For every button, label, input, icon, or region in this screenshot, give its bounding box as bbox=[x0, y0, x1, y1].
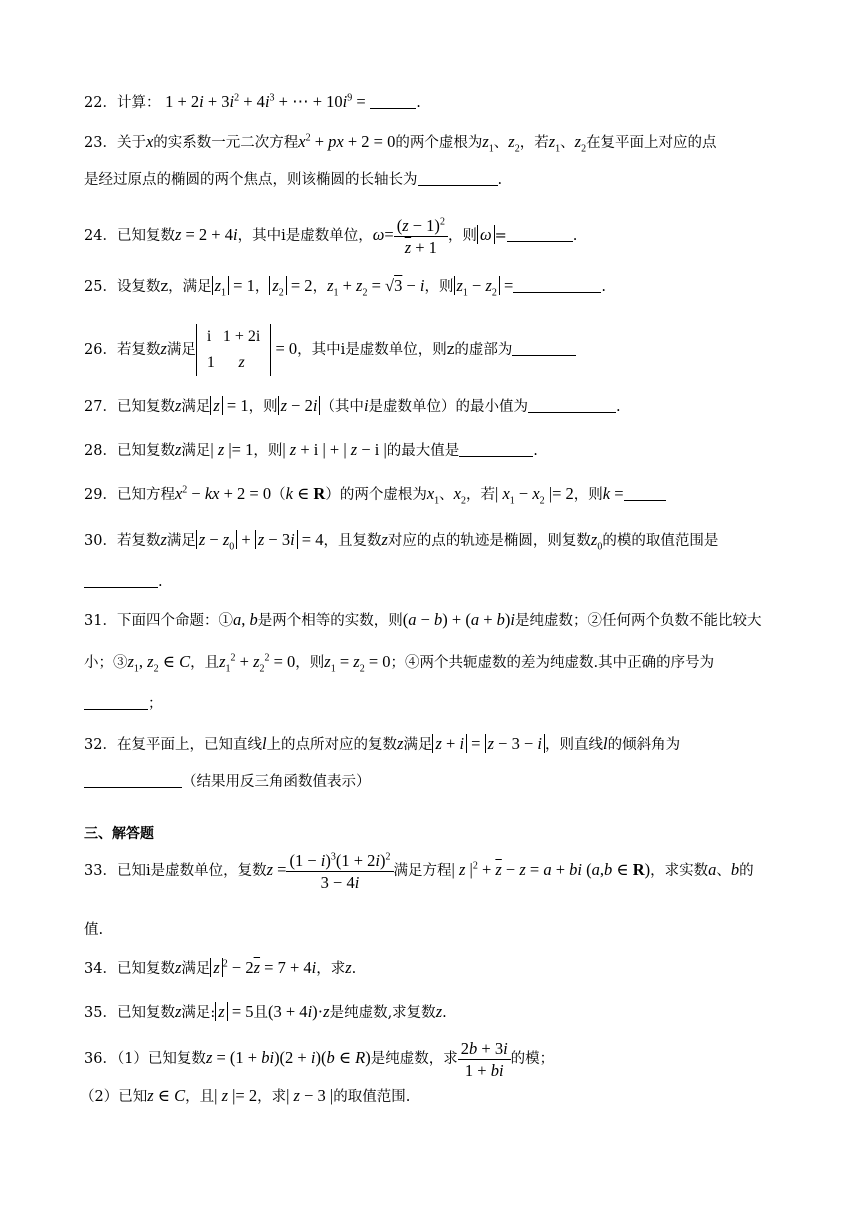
math-expression: ω bbox=[477, 225, 495, 244]
text: 、 bbox=[716, 863, 731, 879]
question-35 bbox=[84, 1002, 800, 1023]
answer-blank[interactable] bbox=[512, 341, 576, 356]
text: 满足方程 bbox=[393, 863, 452, 879]
text: ，求 bbox=[257, 1089, 287, 1105]
math-var: l bbox=[603, 734, 608, 753]
text: 满足: bbox=[181, 1005, 216, 1021]
math-expression: = 0 bbox=[271, 339, 298, 358]
text: . bbox=[442, 1005, 447, 1021]
math-expression: $z_1 = z_2 = 0$ bbox=[324, 652, 391, 675]
question-number: 32． bbox=[84, 737, 117, 753]
math-var: z bbox=[174, 1002, 182, 1021]
math-expression: | z + i | + | z − i | bbox=[282, 440, 387, 459]
text: 是经过原点的椭圆的两个焦点，则该椭圆的长轴长为 bbox=[84, 172, 418, 188]
math-var: $z_1$ bbox=[482, 132, 494, 155]
text: . bbox=[351, 961, 357, 977]
question-number: 36． bbox=[84, 1051, 117, 1067]
text: （1）已知复数 bbox=[116, 1051, 206, 1067]
text: （ bbox=[271, 487, 286, 503]
math-var: $z_0$ bbox=[590, 530, 603, 553]
answer-blank[interactable] bbox=[507, 227, 573, 242]
fraction: $\frac{2b + 3i}{1 + bi}$ bbox=[458, 1038, 511, 1081]
text: 、 bbox=[493, 135, 509, 151]
answer-blank[interactable] bbox=[513, 278, 601, 293]
question-number: 25． bbox=[84, 279, 117, 295]
answer-blank[interactable] bbox=[418, 171, 498, 186]
math-expression: $z_1 = 1$ bbox=[212, 276, 255, 295]
question-24 bbox=[84, 214, 800, 256]
math-expression: $x^2$ − kx + 2 = 0 bbox=[174, 484, 272, 503]
question-30 bbox=[84, 530, 800, 551]
math-expression: z = 1 bbox=[210, 396, 248, 415]
math-expression: $z - z_0 + z - 3i = 4$ bbox=[196, 530, 324, 549]
text: 在复平面上对应的点 bbox=[586, 135, 717, 151]
question-number: 29． bbox=[84, 487, 117, 503]
question-22 bbox=[84, 92, 800, 113]
text: 已知i是虚数单位，复数 bbox=[116, 863, 267, 879]
math-expression: z = (1 + bi)(2 + i)(b ∈ R) bbox=[205, 1048, 371, 1067]
text: 是虚数单位）的最小值为 bbox=[368, 399, 529, 415]
math-var: z bbox=[345, 958, 352, 977]
answer-blank[interactable] bbox=[370, 94, 416, 109]
text: 已知复数 bbox=[116, 228, 175, 244]
math-var: $z_2$ bbox=[574, 132, 587, 155]
determinant: i 1 + 2i 1 z bbox=[196, 324, 271, 376]
math-expression: $z_1 - z_2$ = bbox=[454, 276, 514, 295]
question-number: 28． bbox=[84, 443, 117, 459]
text: 的模的取值范围是 bbox=[602, 533, 719, 549]
text: 的取值范围. bbox=[333, 1089, 411, 1105]
text: 设复数z，满足 bbox=[116, 279, 212, 295]
text: 的实系数一元二次方程 bbox=[153, 135, 299, 151]
text: ，若 bbox=[519, 135, 549, 151]
text: 在复平面上，已知直线 bbox=[116, 737, 262, 753]
answer-blank[interactable] bbox=[84, 695, 148, 710]
text: . bbox=[533, 443, 538, 459]
text: ，且 bbox=[190, 655, 220, 671]
text: 若复数 bbox=[116, 342, 161, 358]
text: 的倾斜角为 bbox=[607, 737, 681, 753]
text: 满足 bbox=[166, 533, 196, 549]
text: 关于 bbox=[116, 135, 146, 151]
question-number: 35． bbox=[84, 1005, 117, 1021]
fraction: $\frac{(1 - i)^3(1 + 2i)^2}{3 - 4i}$ bbox=[286, 850, 393, 893]
math-expression: z $^2 - 2\overline{z} = 7 + 4i$ bbox=[210, 958, 316, 977]
text: ，求实数 bbox=[650, 863, 709, 879]
answer-blank[interactable] bbox=[528, 398, 616, 413]
text: ；④两个共轭虚数的差为纯虚数.其中正确的序号为 bbox=[390, 655, 715, 671]
text: 且 bbox=[253, 1005, 268, 1021]
math-expression: z = 5 bbox=[215, 1002, 253, 1021]
math-var: $z_1$ bbox=[548, 132, 561, 155]
text: ，且 bbox=[185, 1089, 215, 1105]
text: 是纯虚数，求 bbox=[370, 1051, 458, 1067]
text: 值. bbox=[84, 922, 104, 938]
text: （结果用反三角函数值表示） bbox=[182, 774, 371, 790]
question-number: 24． bbox=[84, 228, 117, 244]
math-var: a bbox=[708, 860, 717, 879]
text: 已知复数 bbox=[116, 443, 175, 459]
text: ， bbox=[254, 279, 270, 295]
text: ； bbox=[148, 696, 163, 712]
question-27 bbox=[84, 396, 800, 417]
text: . bbox=[601, 279, 606, 295]
math-expression: z + i = z − 3 − i bbox=[432, 734, 545, 753]
text: ，则 bbox=[447, 228, 477, 244]
math-var: $x_1$ bbox=[426, 484, 440, 507]
math-expression: $z_1 + z_2 = √3 - i$ bbox=[327, 276, 425, 299]
math-expression: | z |= 1 bbox=[210, 440, 254, 459]
math-var: i bbox=[363, 396, 369, 415]
math-var: z bbox=[160, 530, 167, 549]
question-32-line2 bbox=[84, 772, 800, 792]
text: （2）已知 bbox=[80, 1089, 148, 1105]
text: 已知复数 bbox=[116, 1005, 175, 1021]
question-number: 22． bbox=[84, 95, 117, 111]
question-number: 31． bbox=[84, 613, 117, 629]
text: 是两个相等的实数，则 bbox=[257, 613, 403, 629]
text: 已知复数 bbox=[116, 399, 175, 415]
text: （其中 bbox=[320, 399, 364, 415]
math-expression: k ∈ R bbox=[285, 484, 326, 503]
text: ，其中i是虚数单位，则z的虚部为 bbox=[297, 342, 513, 358]
text: . bbox=[158, 574, 163, 590]
math-var: l bbox=[261, 734, 267, 753]
text: 计算： bbox=[116, 95, 161, 111]
text: 、 bbox=[560, 135, 575, 151]
fraction: $\frac{(z - 1)^2}{\overline{z} + 1}$ bbox=[394, 215, 448, 258]
math-expression: | z $|^2 + \overline{z} - z = a$ + bi (a,b ∈ R) bbox=[451, 860, 651, 879]
text: 已知复数 bbox=[116, 961, 175, 977]
text: 的最大值是 bbox=[386, 443, 460, 459]
text: 小；③ bbox=[84, 655, 128, 671]
question-36-line2 bbox=[80, 1086, 800, 1107]
math-var: z bbox=[397, 734, 404, 753]
text: ，则直线 bbox=[545, 737, 603, 753]
text: . bbox=[497, 172, 503, 188]
text: 满足 bbox=[181, 443, 211, 459]
text: ，则 bbox=[248, 399, 278, 415]
text: 满足 bbox=[181, 399, 211, 415]
math-expression: | z − 3 | bbox=[286, 1086, 334, 1105]
answer-blank[interactable] bbox=[624, 486, 666, 501]
answer-blank[interactable] bbox=[84, 773, 182, 788]
math-expression: | z |= 2 bbox=[214, 1086, 258, 1105]
text: 满足 bbox=[166, 342, 196, 358]
math-expression: z − 2i bbox=[278, 396, 321, 415]
text: 若复数 bbox=[116, 533, 161, 549]
text: 是纯虚数；②任何两个负数不能比较大 bbox=[514, 613, 762, 629]
text: 满足 bbox=[181, 961, 211, 977]
math-var: z bbox=[174, 396, 182, 415]
question-number: 26． bbox=[84, 342, 117, 358]
text: . bbox=[416, 95, 421, 111]
text: 是纯虚数,求复数 bbox=[329, 1005, 436, 1021]
math-expression: ω= bbox=[372, 225, 394, 244]
math-expression: $z_1$, $z_2$ ∈ C bbox=[127, 652, 191, 675]
text: ，若 bbox=[466, 487, 495, 503]
text: ，则 bbox=[253, 443, 283, 459]
math-expression: z = 2 + 4i bbox=[174, 225, 238, 244]
math-expression: $1 + 2i + 3i^2 + 4i^3$ + ⋯ + $10i^9$ = bbox=[165, 92, 366, 111]
text: ，求 bbox=[316, 961, 346, 977]
math-expression: | $x_1 - x_2$ |= 2 bbox=[495, 484, 574, 507]
math-expression: z = bbox=[266, 860, 287, 879]
question-28 bbox=[84, 440, 800, 461]
math-expression: (3 + 4i)·z bbox=[268, 1002, 330, 1021]
question-31 bbox=[84, 610, 800, 631]
text: ，则 bbox=[295, 655, 325, 671]
math-var: $x_2$ bbox=[453, 484, 466, 507]
question-29 bbox=[84, 484, 800, 505]
question-number: 27． bbox=[84, 399, 117, 415]
text: ，则 bbox=[424, 279, 454, 295]
question-number: 34． bbox=[84, 961, 117, 977]
math-var: z bbox=[160, 339, 167, 358]
math-var: $z_2$ bbox=[508, 132, 520, 155]
math-expression: $z_2 = 2$ bbox=[269, 276, 312, 295]
question-33-line2 bbox=[84, 920, 800, 940]
question-34 bbox=[84, 958, 800, 979]
question-32 bbox=[84, 734, 800, 755]
math-expression: $x^2$ + px + 2 = 0 bbox=[298, 132, 396, 151]
question-number: 23． bbox=[84, 135, 117, 151]
text: ， bbox=[312, 279, 328, 295]
text: 对应的点的轨迹是椭圆，则复数 bbox=[387, 533, 591, 549]
text: ，其中i是虚数单位， bbox=[237, 228, 373, 244]
text: . bbox=[572, 228, 578, 244]
math-expression: k = bbox=[602, 484, 624, 503]
question-25 bbox=[84, 276, 800, 297]
text: 下面四个命题：① bbox=[116, 613, 233, 629]
question-26 bbox=[84, 322, 800, 376]
question-23 bbox=[84, 132, 800, 153]
text: ）的两个虚根为 bbox=[325, 487, 427, 503]
text: . bbox=[616, 399, 621, 415]
math-var: b bbox=[730, 860, 740, 879]
math-var: x bbox=[145, 132, 154, 151]
question-36 bbox=[84, 1034, 800, 1082]
section-heading: 三、解答题 bbox=[84, 826, 154, 842]
math-var: z bbox=[174, 440, 182, 459]
text: 已知方程 bbox=[116, 487, 175, 503]
answer-blank[interactable] bbox=[84, 573, 158, 588]
text: 的模； bbox=[510, 1051, 555, 1067]
math-expression: a, b bbox=[232, 610, 258, 629]
math-expression: (a − b) + (a + b)i bbox=[402, 610, 515, 629]
math-var: z bbox=[174, 958, 182, 977]
question-23-line2 bbox=[84, 170, 800, 190]
text: 、 bbox=[439, 487, 454, 503]
question-number: 33． bbox=[84, 863, 117, 879]
question-31-line3 bbox=[84, 694, 800, 714]
question-31-line2 bbox=[84, 652, 800, 673]
math-var: z bbox=[435, 1002, 443, 1021]
text: ，且复数 bbox=[323, 533, 382, 549]
question-33 bbox=[84, 846, 800, 894]
math-expression: z ∈ C bbox=[147, 1086, 186, 1105]
text: 上的点所对应的复数 bbox=[266, 737, 398, 753]
answer-blank[interactable] bbox=[459, 442, 533, 457]
text: 的 bbox=[739, 863, 754, 879]
text: 的两个虚根为 bbox=[395, 135, 483, 151]
question-30-line2 bbox=[84, 572, 800, 592]
question-number: 30． bbox=[84, 533, 117, 549]
math-expression: $z_1^2 + z_2^2 = 0$ bbox=[219, 652, 296, 675]
text: ，则 bbox=[573, 487, 603, 503]
math-var: z bbox=[381, 530, 388, 549]
text: = bbox=[494, 228, 507, 244]
text: 满足 bbox=[403, 737, 433, 753]
